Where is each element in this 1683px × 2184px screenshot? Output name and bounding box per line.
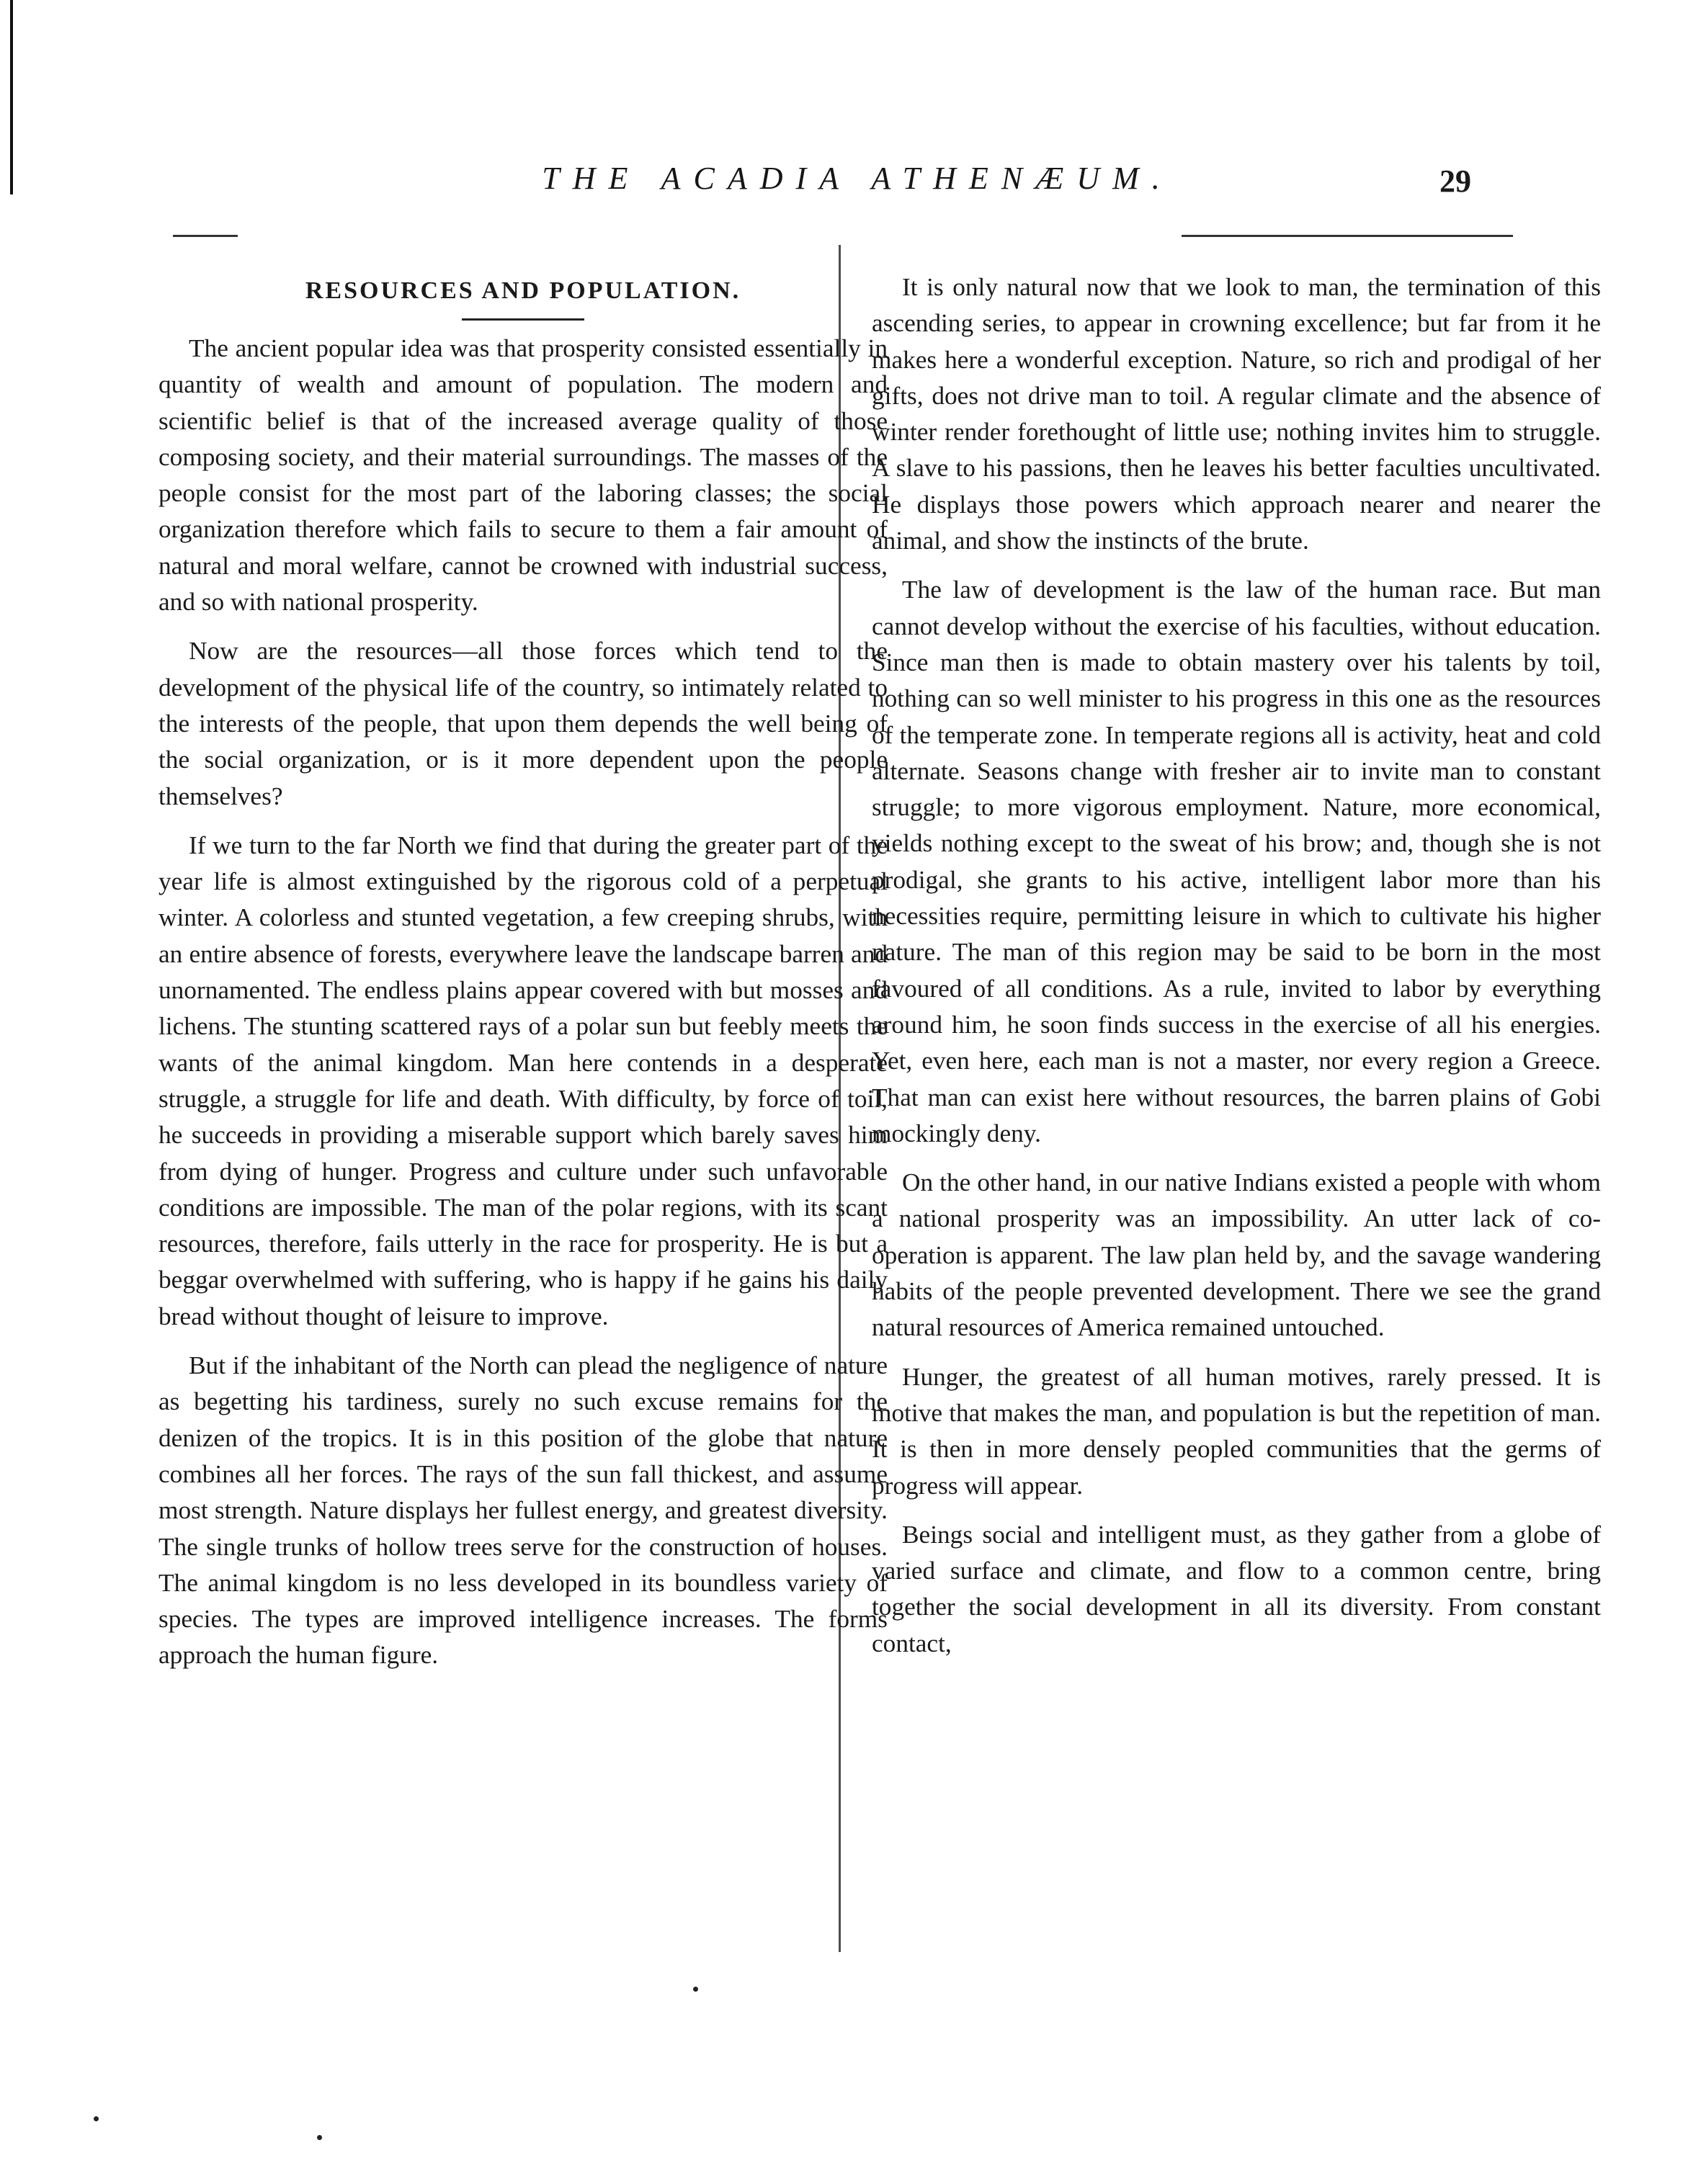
left-column bbox=[159, 269, 888, 1687]
paragraph: Beings social and intelligent must, as they gather from a globe of varied surface and climate, and flow to a common centre, bring together the social development in all its diversity. From constant contact, bbox=[872, 1520, 1601, 1657]
paragraph: It is only natural now that we look to man, the termination of this ascending series, to appear in crowning excellence; but far from it he makes here a wonderful exception. Nature, so rich and prodigal of her gifts, does not drive man to toil. A regular climate and the absence of winter render forethought of little use; nothing invites him to struggle. A slave to his passions, then he leaves his better faculties uncultivated. He displays those powers which approach nearer and nearer the animal, and show the instincts of the brute. bbox=[872, 273, 1601, 555]
print-speck bbox=[317, 2135, 322, 2140]
paragraph: The law of development is the law of the human race. But man cannot develop without the exercise of his faculties, without education. Since man then is made to obtain mastery over his talents by toil, nothing can so well minister to his progress in this one as the resources of the temperate zone. In temperate regions all is activity, heat and cold alternate. Seasons change with fresher air to invite man to constant struggle; to more vigorous employment. Nature, more economical, yields nothing except to the sweat of his brow; and, though she is not prodigal, she grants to his active, intelligent labor more than his necessities require, permitting leisure in which to cultivate his higher nature. The man of this region may be said to be born in the most favoured of all conditions. As a rule, invited to labor by everything around him, he soon finds success in the exercise of all his energies. Yet, even here, each man is not a master, nor every region a Greece. That man can exist here without resources, the barren plains of Gobi mockingly deny. bbox=[872, 576, 1601, 1147]
paragraph: The ancient popular idea was that prosperity consisted essentially in quantity of wealth and amount of population. The modern and scientific belief is that of the increased average quality of those composing society, and their material surroundings. The masses of the people consist for the most part of the laboring classes; the social organization therefore which fails to secure to them a fair amount of natural and moral welfare, cannot be crowned with industrial success, and so with national prosperity. bbox=[159, 334, 888, 617]
article-heading: RESOURCES AND POPULATION. bbox=[305, 277, 741, 304]
page-number: 29 bbox=[1439, 164, 1471, 199]
paragraph: Hunger, the greatest of all human motives, rarely pressed. It is motive that makes the man, and population is but the repetition of man. It is then in more densely peopled communities that the germs of progress will appear. bbox=[872, 1362, 1601, 1500]
binding-edge-rule bbox=[10, 0, 13, 194]
header-rule-left bbox=[173, 235, 238, 237]
print-speck bbox=[94, 2116, 99, 2121]
heading-rule bbox=[462, 318, 584, 321]
right-column bbox=[872, 269, 1601, 1675]
paragraph: Now are the resources—all those forces which tend to the development of the physical life of the country, so intimately related to the interests of the people, that upon them depends the well being of the social organization, or is it more dependent upon the people themselves? bbox=[159, 637, 888, 810]
print-speck bbox=[693, 1987, 698, 1992]
paragraph: On the other hand, in our native Indians existed a people with whom a national prosperity was an impossibility. An utter lack of co-operation is apparent. The law plan held by, and the savage wandering habits of the people prevented development. There we see the grand natural resources of America remained untouched. bbox=[872, 1168, 1601, 1342]
running-title: THE ACADIA ATHENÆUM. bbox=[542, 161, 1173, 196]
paragraph: If we turn to the far North we find that during the greater part of the year life is almost extinguished by the rigorous cold of a perpetual winter. A colorless and stunted vegetation, a few creeping shrubs, with an entire absence of forests, everywhere leave the landscape barren and unornamented. The endless plains appear covered with but mosses and lichens. The stunting scattered rays of a polar sun but feebly meets the wants of the animal kingdom. Man here contends in a desperate struggle, a struggle for life and death. With difficulty, by force of toil, he succeeds in providing a miserable support which barely saves him from dying of hunger. Progress and culture under such unfavorable conditions are impossible. The man of the polar regions, with its scant resources, therefore, fails utterly in the race for prosperity. He is but a beggar overwhelmed with suffering, who is happy if he gains his daily bread without thought of leisure to improve. bbox=[159, 831, 888, 1330]
header-rule-right bbox=[1182, 235, 1513, 237]
paragraph: But if the inhabitant of the North can plead the negligence of nature as begetting his tardiness, surely no such excuse remains for the denizen of the tropics. It is in this position of the globe that nature combines all her forces. The rays of the sun fall thickest, and assume most strength. Nature displays her fullest energy, and greatest diversity. The single trunks of hollow trees serve for the construction of houses. The animal kingdom is no less developed in its boundless variety of species. The types are improved intelligence increases. The forms approach the human figure. bbox=[159, 1351, 888, 1670]
